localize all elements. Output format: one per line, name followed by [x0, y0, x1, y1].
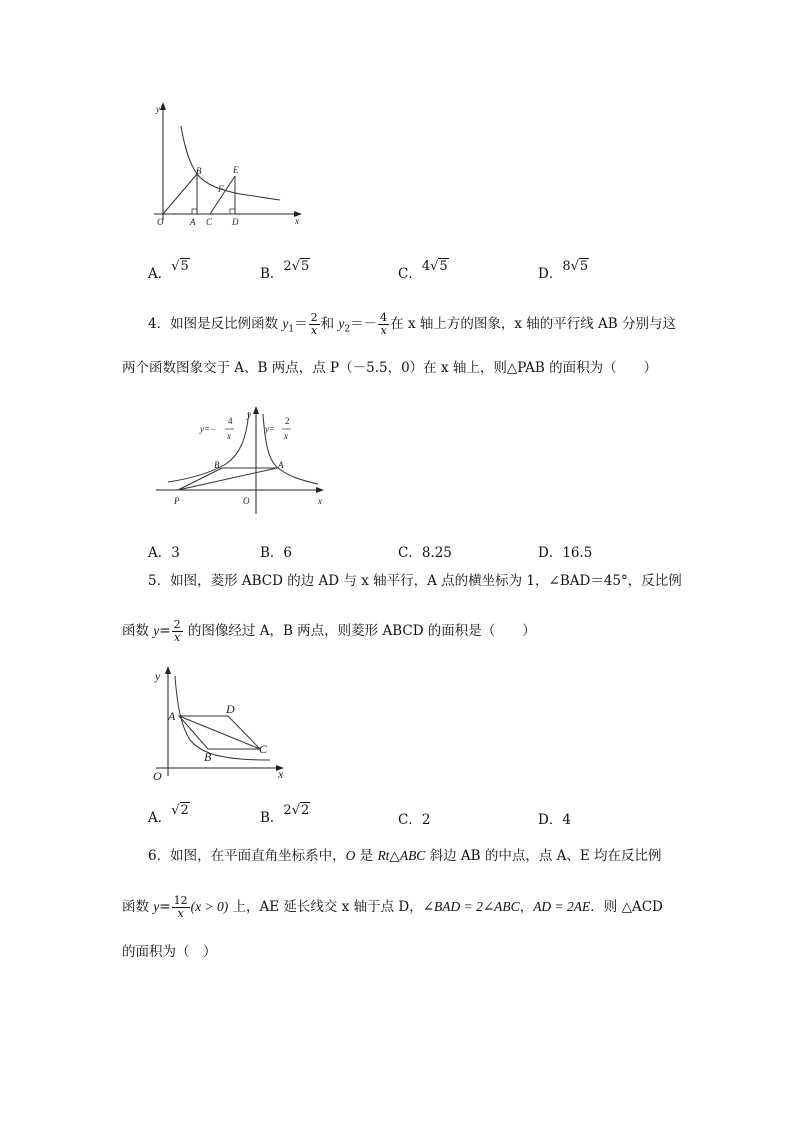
q6-angle-relation: ∠BAD = 2∠ABC	[422, 899, 520, 914]
q4-left-fn-num: 4	[228, 416, 233, 426]
q5-text-1: 如图，菱形 ABCD 的边 AD 与 x 轴平行，A 点的横坐标为 1，∠BAD＝45°，反比例	[170, 573, 682, 589]
q4-frac-2-den: x	[380, 324, 387, 337]
q4-option-b: B．6	[260, 545, 293, 561]
q5-option-a-letter: A．	[148, 810, 172, 826]
q5-option-b-coef: 2	[283, 803, 292, 818]
q6-l1o: O	[345, 848, 356, 863]
q4-frac-2-num: 4	[380, 311, 388, 324]
q3-option-d-radicand: 5	[579, 259, 589, 274]
q5-diagonal-AC	[179, 716, 260, 749]
q3-label-E: E	[233, 165, 239, 175]
q4-frac-1-den: x	[311, 324, 318, 337]
q3-option-b-letter: B．	[260, 266, 284, 282]
q5-number: 5．	[148, 573, 171, 589]
q4-right-fn-label: y=	[265, 424, 276, 434]
q3-option-b-radical: 2√5	[283, 259, 310, 274]
q3-option-d	[538, 259, 589, 282]
q3-y-arrow-icon	[160, 102, 166, 110]
q4-option-c: C．8.25	[398, 545, 452, 561]
q3-figure	[140, 100, 310, 232]
q6-frac	[172, 895, 190, 920]
q6-l2b: 上，AE 延长线交 x 轴于点 D，	[228, 899, 423, 915]
q5-figure	[146, 662, 296, 784]
q5-eq: =	[159, 623, 171, 639]
q4-option-a: A．3	[148, 545, 180, 561]
q3-option-c-radicand: 5	[439, 259, 448, 274]
q3-right-angle-A	[192, 209, 197, 214]
q5-option-c: C．2	[398, 812, 431, 828]
q5-frac-den: x	[174, 631, 181, 644]
q3-line-OB	[163, 174, 197, 214]
q3-hyperbola	[181, 126, 280, 200]
q3-label-C: C	[206, 217, 213, 227]
q5-label-B: B	[204, 750, 212, 764]
q4-number: 4．	[148, 316, 171, 332]
q5-option-b-letter: B．	[260, 810, 284, 826]
q4-label-x: x	[318, 496, 322, 506]
q3-label-x: x	[295, 216, 299, 226]
q3-label-O: O	[157, 217, 164, 227]
q4-option-d: D．16.5	[538, 545, 593, 561]
q3-option-b-coef: 2	[283, 259, 292, 274]
q5-y-arrow-icon	[165, 666, 171, 674]
q4-x-arrow-icon	[316, 487, 324, 493]
q4-right-fn-num: 2	[285, 416, 290, 426]
q4-frac-2	[378, 312, 389, 337]
q5-label-y: y	[155, 669, 161, 683]
q3-option-b-radicand: 5	[301, 259, 310, 274]
q5-option-a-radicand: 2	[180, 803, 189, 818]
q3-line-CE	[210, 176, 235, 214]
q6-line3: 的面积为（ ）	[122, 944, 217, 960]
q4-label-P: P	[174, 496, 180, 506]
q6-l1c: 斜边 AB 的中点，点 A、E 均在反比例	[425, 848, 662, 864]
q5-frac-num: 2	[173, 618, 181, 631]
q5-frac	[172, 619, 183, 644]
q3-option-a	[148, 259, 190, 282]
q4-label-y: y	[247, 410, 251, 420]
q4-left-fn-den: x	[227, 431, 231, 441]
q4-right-fn-den: x	[284, 431, 288, 441]
q5-l2b: 的图像经过 A，B 两点，则菱形 ABCD 的面积是（ ）	[183, 623, 536, 639]
q6-l1a: 如图，在平面直角坐标系中，	[170, 848, 346, 864]
q4-label-B: B	[214, 460, 220, 470]
q6-line1	[148, 846, 662, 866]
q3-option-d-coef: 8	[562, 259, 571, 274]
q5-l2a: 函数	[122, 623, 154, 639]
q6-number: 6．	[148, 848, 171, 864]
q6-frac-den: x	[177, 907, 184, 920]
q4-figure	[150, 402, 335, 520]
q4-and: 和	[320, 316, 339, 332]
q4-sub1: 1	[288, 324, 295, 335]
q3-label-y: y	[156, 104, 160, 114]
q5-label-C: C	[259, 742, 268, 756]
q4-eq2: ＝－	[350, 316, 378, 332]
q4-label-A: A	[278, 460, 284, 470]
q4-sub2: 2	[344, 324, 351, 335]
q3-option-a-radical: √5	[171, 259, 189, 274]
q6-l1b: 是	[355, 848, 378, 864]
q6-frac-num: 12	[173, 894, 188, 907]
q6-length-relation: AD = 2AE	[533, 899, 591, 914]
q5-option-d: D．4	[538, 812, 571, 828]
q6-eq: =	[159, 899, 171, 915]
q5-line1	[148, 571, 682, 591]
q5-label-A: A	[168, 709, 176, 723]
q3-right-angle-D	[230, 209, 235, 214]
q4-y-arrow-icon	[253, 406, 259, 414]
q5-option-a-radical: √2	[171, 803, 189, 818]
q3-option-d-radical: 8√5	[562, 259, 589, 274]
q3-label-B: B	[196, 166, 202, 176]
q3-label-F: F	[218, 184, 224, 194]
q4-left-curve	[168, 412, 249, 482]
q5-y: y	[153, 623, 160, 638]
q5-label-D: D	[226, 702, 235, 716]
q3-label-D: D	[232, 217, 239, 227]
q6-l2a: 函数	[122, 899, 154, 915]
q6-line2	[122, 895, 663, 920]
q3-option-d-letter: D．	[538, 266, 563, 282]
q4-left-fn-label: y=−	[200, 424, 217, 434]
q3-option-c-coef: 4	[421, 259, 431, 274]
q6-rt-triangle: Rt△ABC	[377, 848, 426, 863]
q3-label-A: A	[190, 217, 196, 227]
q5-option-a	[148, 803, 190, 826]
q5-option-b-radical: 2√2	[283, 803, 310, 818]
q3-option-c-radical: 4√5	[421, 259, 448, 274]
q4-y2: y	[338, 316, 345, 331]
q4-line2: 两个函数图象交于 A、B 两点，点 P（－5.5，0）在 x 轴上，则△PAB 的面积为（ ）	[122, 360, 658, 376]
q4-text-1: 如图是反比例函数	[170, 316, 283, 332]
q6-l2d: ，	[519, 899, 534, 915]
q5-option-b-radicand: 2	[301, 803, 310, 818]
q4-text-2: 在 x 轴上方的图象，x 轴的平行线 AB 分别与这	[390, 316, 677, 332]
q5-label-O: O	[153, 769, 162, 783]
q5-label-x: x	[278, 767, 284, 781]
q3-option-a-radicand: 5	[180, 259, 189, 274]
q6-l2f: ．则 △ACD	[590, 899, 663, 915]
q4-label-O: O	[243, 496, 250, 506]
q4-segment-PA	[178, 468, 277, 490]
q3-option-c-letter: C．	[398, 266, 422, 282]
q3-option-c	[398, 259, 449, 282]
q4-frac-1	[309, 312, 320, 337]
q3-option-b	[260, 259, 310, 282]
q4-frac-1-num: 2	[310, 311, 318, 324]
q4-line1	[148, 312, 676, 340]
q5-line2	[122, 619, 536, 644]
q3-option-a-letter: A．	[148, 266, 172, 282]
q4-y1: y	[282, 316, 289, 331]
q6-y: y	[153, 899, 160, 914]
q4-eq1: ＝	[294, 316, 308, 332]
q6-condition: (x > 0)	[190, 899, 229, 914]
q5-option-b	[260, 803, 310, 826]
